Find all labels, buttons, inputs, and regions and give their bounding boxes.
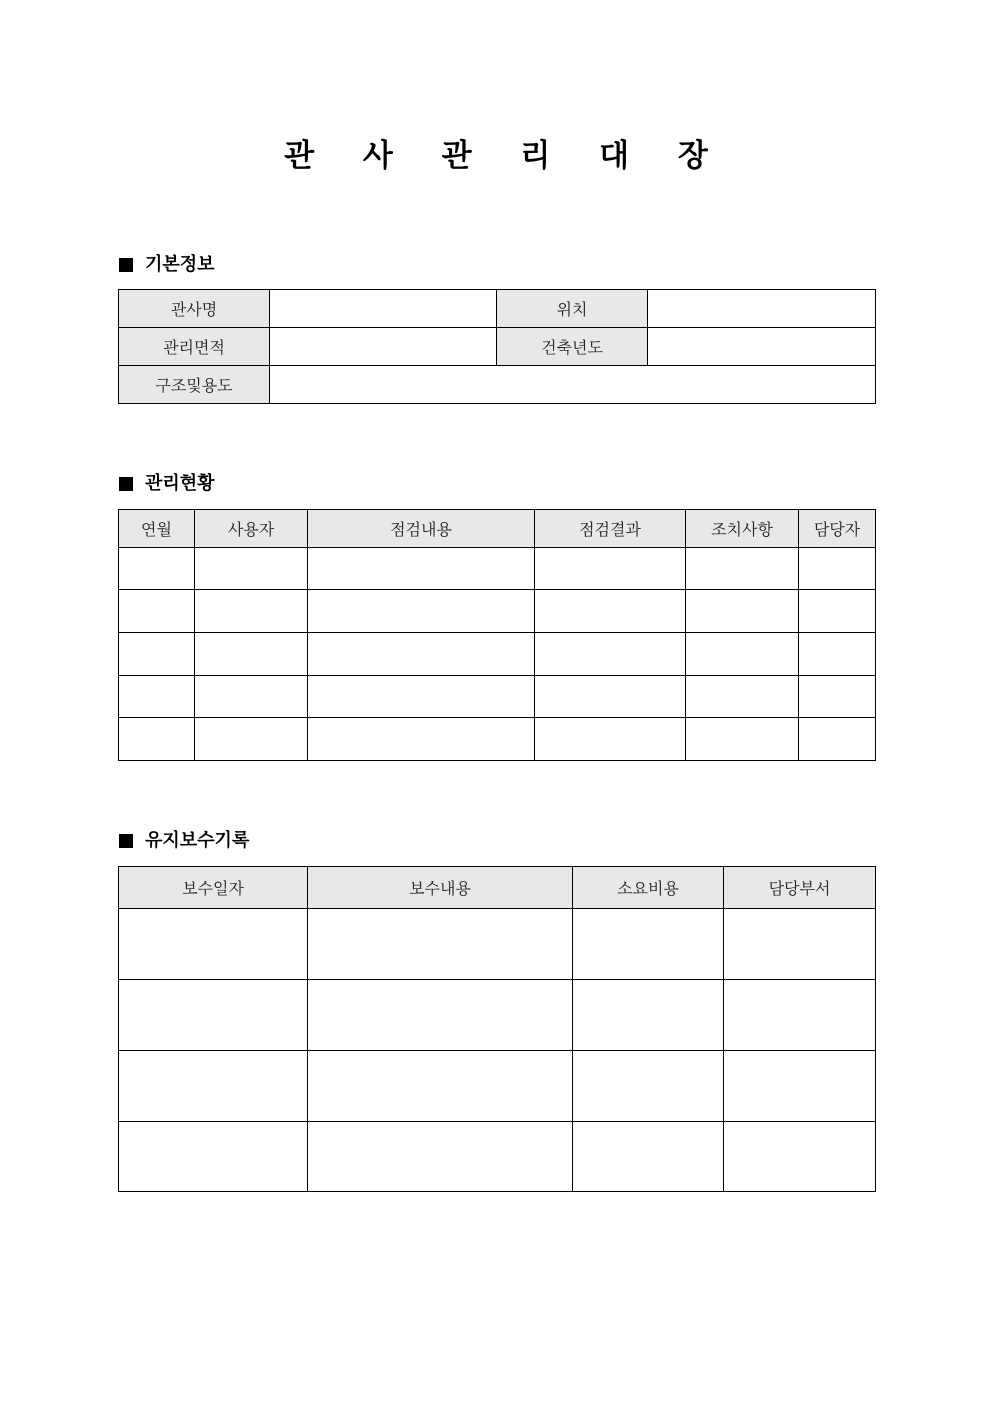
table-row xyxy=(119,676,876,718)
section-heading-maintenance xyxy=(119,829,249,853)
table-cell[interactable] xyxy=(535,633,686,676)
table-row xyxy=(119,366,876,404)
label-name: 관사명 xyxy=(119,290,270,328)
table-cell[interactable] xyxy=(308,980,573,1051)
label-structure: 구조및용도 xyxy=(119,366,270,404)
column-header: 사용자 xyxy=(195,510,308,548)
table-cell[interactable] xyxy=(573,980,724,1051)
field-name[interactable] xyxy=(270,290,497,328)
table-cell[interactable] xyxy=(195,548,308,590)
table-cell[interactable] xyxy=(308,718,535,761)
label-location: 위치 xyxy=(497,290,648,328)
table-cell[interactable] xyxy=(686,718,799,761)
table-cell[interactable] xyxy=(535,590,686,633)
table-cell[interactable] xyxy=(573,1122,724,1192)
table-cell[interactable] xyxy=(308,676,535,718)
table-cell[interactable] xyxy=(308,909,573,980)
table-cell[interactable] xyxy=(686,676,799,718)
table-cell[interactable] xyxy=(686,548,799,590)
table-cell[interactable] xyxy=(686,633,799,676)
table-cell[interactable] xyxy=(535,548,686,590)
table-cell[interactable] xyxy=(308,1122,573,1192)
table-cell[interactable] xyxy=(799,718,876,761)
table-cell[interactable] xyxy=(119,718,195,761)
table-cell[interactable] xyxy=(724,980,876,1051)
field-location[interactable] xyxy=(648,290,876,328)
table-row xyxy=(119,718,876,761)
table-row xyxy=(119,290,876,328)
column-header: 보수일자 xyxy=(119,867,308,909)
column-header: 조치사항 xyxy=(686,510,799,548)
section-heading-basic xyxy=(119,253,215,277)
table-cell[interactable] xyxy=(195,590,308,633)
table-row xyxy=(119,590,876,633)
table-cell[interactable] xyxy=(799,676,876,718)
table-cell[interactable] xyxy=(119,1051,308,1122)
maintenance-table xyxy=(118,866,876,1192)
column-header: 소요비용 xyxy=(573,867,724,909)
label-year: 건축년도 xyxy=(497,328,648,366)
section-heading-label: 관리현황 xyxy=(145,473,215,494)
table-row xyxy=(119,633,876,676)
table-row xyxy=(119,1051,876,1122)
section-heading-label: 기본정보 xyxy=(145,254,215,275)
table-cell[interactable] xyxy=(119,909,308,980)
field-area[interactable] xyxy=(270,328,497,366)
table-cell[interactable] xyxy=(119,590,195,633)
table-cell[interactable] xyxy=(308,1051,573,1122)
table-cell[interactable] xyxy=(195,633,308,676)
table-row xyxy=(119,980,876,1051)
column-header: 연월 xyxy=(119,510,195,548)
table-cell[interactable] xyxy=(724,1122,876,1192)
square-bullet-icon xyxy=(119,477,133,491)
table-header-row xyxy=(119,510,876,548)
table-cell[interactable] xyxy=(686,590,799,633)
table-row xyxy=(119,548,876,590)
table-cell[interactable] xyxy=(535,676,686,718)
section-heading-status xyxy=(119,472,215,496)
table-cell[interactable] xyxy=(799,633,876,676)
basic-info-table xyxy=(118,289,876,404)
table-row xyxy=(119,1122,876,1192)
label-area: 관리면적 xyxy=(119,328,270,366)
field-structure[interactable] xyxy=(270,366,876,404)
table-row xyxy=(119,909,876,980)
table-cell[interactable] xyxy=(308,633,535,676)
table-cell[interactable] xyxy=(724,1051,876,1122)
table-header-row xyxy=(119,867,876,909)
table-cell[interactable] xyxy=(119,676,195,718)
table-cell[interactable] xyxy=(119,1122,308,1192)
status-table xyxy=(118,509,876,761)
column-header: 담당자 xyxy=(799,510,876,548)
column-header: 보수내용 xyxy=(308,867,573,909)
table-cell[interactable] xyxy=(573,1051,724,1122)
table-cell[interactable] xyxy=(308,548,535,590)
table-cell[interactable] xyxy=(195,718,308,761)
table-cell[interactable] xyxy=(119,633,195,676)
column-header: 담당부서 xyxy=(724,867,876,909)
section-heading-label: 유지보수기록 xyxy=(145,830,250,851)
table-cell[interactable] xyxy=(195,676,308,718)
table-cell[interactable] xyxy=(573,909,724,980)
table-cell[interactable] xyxy=(119,548,195,590)
page-title: 관 사 관 리 대 장 xyxy=(284,138,727,174)
table-cell[interactable] xyxy=(535,718,686,761)
table-cell[interactable] xyxy=(119,980,308,1051)
table-cell[interactable] xyxy=(799,590,876,633)
field-year[interactable] xyxy=(648,328,876,366)
column-header: 점검내용 xyxy=(308,510,535,548)
column-header: 점검결과 xyxy=(535,510,686,548)
table-row xyxy=(119,328,876,366)
table-cell[interactable] xyxy=(724,909,876,980)
table-cell[interactable] xyxy=(799,548,876,590)
square-bullet-icon xyxy=(119,258,133,272)
square-bullet-icon xyxy=(119,834,133,848)
table-cell[interactable] xyxy=(308,590,535,633)
